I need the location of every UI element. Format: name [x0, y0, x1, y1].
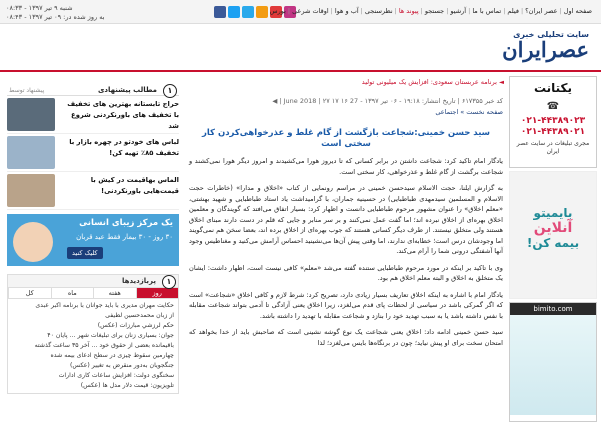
most-viewed-badge: ۱ — [162, 275, 176, 289]
most-viewed-item[interactable]: سخنگوی دولت: افزایش ساعات کاری ادارات — [58, 372, 174, 379]
breaking-news-ticker[interactable]: ◄ برنامه عربستان سعودی: افزایش یک میلیونی تولید — [361, 78, 504, 86]
article-title: سید حسن خمینی:شجاعت بازگشت از گام غلط و عذرخواهی‌کردن کار سختی است — [201, 128, 491, 149]
left-column — [7, 84, 179, 394]
banner-line-1: بایمیتو — [533, 206, 573, 220]
nav-item[interactable]: تماس با ما — [472, 7, 502, 15]
nav-separator: | — [360, 7, 363, 15]
most-viewed-item[interactable]: حکایت مهران مدیری با باید جوانان با برنامه اکبر عبدی — [35, 302, 174, 309]
nav-item[interactable]: جستجو — [424, 7, 445, 15]
article-paragraph: سید حسن خمینی ادامه داد: اخلاق یعنی شجاعت یک نوع گوشه نشینی است که صاحبش باید از خدا بخواهد که امتحان سخت برای او پیش نیاید؛ چون در برنگاه‌ها بايس می‌لغزد؛ لذا — [189, 328, 503, 347]
bimito-banner[interactable] — [509, 171, 597, 299]
current-date: شنبه ۹ تیر ۱۳۹۷ - ۰۸:۳۳ — [6, 4, 73, 12]
article-paragraph: وی با تاکید بر اینکه در مورد مرحوم طباطبایی ستنده گفته می‌شد «معلم» کافی نیست است، اظهار داشت: ایشان یک متخلق به اخلاق و البته معلم اخلاق هم بود. — [189, 263, 503, 282]
most-viewed-item[interactable]: از زبان محمدحسین لطیفی — [105, 312, 174, 319]
banner-line-3: بیمه کن! — [526, 236, 580, 250]
most-viewed-tabs — [8, 288, 178, 299]
nav-item[interactable]: عصر ایران؟ — [525, 7, 558, 15]
nav-item[interactable]: آب و هوا — [334, 7, 359, 15]
suggested-list — [7, 96, 179, 210]
most-viewed-item[interactable]: تلویزیون: قیمت دلار مدل ها (عکس) — [80, 382, 174, 389]
rss-icon[interactable] — [256, 6, 268, 18]
suggested-title: مطالب پیشنهادی — [98, 86, 157, 94]
nav-item[interactable]: صفحه اول — [563, 7, 592, 15]
nav-separator: | — [287, 7, 291, 15]
nav-separator: | — [468, 7, 471, 15]
most-viewed-title: پربازدیدها — [121, 277, 156, 285]
most-viewed-item[interactable]: جوان: بسیاری زنان برای تبلیغات شهر ... پایان ۴۰ — [47, 332, 174, 339]
suggested-item-title: لباس های خودتو در چهره بازار با تخفیف ۸۵٪ تهیه کن! — [69, 138, 179, 157]
facebook-icon[interactable] — [214, 6, 226, 18]
article-paragraph: یادگار امام با اشاره به اینکه اخلاق تعاریف بسیار زیادی دارد، تصریح کرد: شرط لازم و کافی اخلاق «شجاعت» است که اگر گمرکی باشد در سیاسی از لحظات پای قدم می‌لغزد، زیرا اخلاق یعنی آزادگی تا آدمی بتواند شجاعت مقابله با نفس داشته باشد یا به سبب تهدید خود را بنازد و شجاعت مقابله با تهدید را داشته باشد. — [189, 290, 503, 320]
suggested-thumbnail — [7, 98, 55, 131]
nav-separator: | — [503, 7, 506, 15]
yektanet-ad[interactable] — [509, 76, 597, 168]
suggested-item[interactable] — [7, 96, 179, 134]
promo-line-2: ۳۰ روز - ۳۰ بیمار فقط عید قربان — [76, 233, 173, 241]
nav-item[interactable]: آرشیو — [450, 7, 467, 15]
telegram-icon[interactable] — [242, 6, 254, 18]
suggested-item-title: الماس بهاقیمت در کیش با قیمت‌هایی باورنکردنی! — [90, 176, 179, 195]
suggested-item-title: حراج تابستانه بهترین های تخفیف با تخفیف های باورنکردنی شروع شد — [67, 100, 179, 130]
most-viewed-panel — [7, 274, 179, 394]
breadcrumb[interactable]: صفحه نخست » اجتماعی — [435, 108, 503, 116]
suggested-item[interactable] — [7, 172, 179, 210]
most-viewed-tab[interactable]: روز — [136, 288, 179, 298]
nav-item[interactable]: بورس — [269, 7, 286, 15]
nav-separator: | — [559, 7, 562, 15]
article-paragraph: به گزارش ایلنا، حجت الاسلام سیدحسن خمینی در مراسم رونمایی از کتاب «اخلاق و مدارا» (خاطرات حجت الاسلام و المسلمین سیدمهدی طباطبایی) در حسینیه جماران، با گرامیداشت یاد استاد طباطبایی و شهید بهشتی، «معلم اخلاق» را عنوان مشهور مرحوم طباطبایی دانست و اظهار کرد: بسیار اتفاق می‌افتد که گویندگان و معلمین اخلاق بهره‌ای از اخلاق نبرده اند؛ اما گفت عمل نمی‌کنند و بر سر منابر و جایی که قلم در دست دارند مبنای اخلاق هستند ولی متخلق نیستند. از طرف دیگر کسانی هستند که جوب بهره‌ای از اخلاق برده اند، بعضا سخن هم نمی‌گویند اما وجودشان درس است؛ خطابه‌ای ندارند، اما وقتی پیش آن‌ها می‌نشینید احساس آرامش می‌کنید و مغناطیس وجود آنها آشفتگی درونی شما را آرام می‌کند. — [189, 184, 503, 255]
site-name: عصرایران — [502, 37, 589, 62]
most-viewed-item[interactable]: باقیمانده بعضی از حقوق خود ... آخر ۳۵ ساعت گذشته — [34, 342, 174, 349]
nav-separator: | — [520, 7, 524, 15]
promo-image — [13, 222, 53, 262]
top-bar — [0, 0, 601, 24]
nav-item[interactable]: فیلم — [507, 7, 519, 15]
most-viewed-list — [8, 299, 178, 393]
article-paragraph: یادگار امام تاکید کرد: شجاعت داشتن در برابر کسانی که تا دیروز هورا می‌کشیدند و امروز دیگر هورا نمی‌کشند و شجاعت برگشت از گام غلط و عذرخواهی، کار سختی است. — [189, 157, 503, 176]
bimito-image — [510, 315, 596, 415]
promo-banner[interactable] — [7, 214, 179, 266]
promo-cta-button[interactable]: کلیک کنید — [67, 247, 103, 259]
nav-item[interactable]: پیوند ها — [398, 7, 419, 15]
site-tagline: سایت تحلیلی خبری — [513, 30, 589, 39]
article-meta: کد خبر ۶۱۷۳۵۵ | تاریخ انتشار: ۱۹:۱۸ - ۰۶ تیر ۱۳۹۷ - 27 June 2018 | ۲۷ ۱۷ ۱۶ | ◀ — [272, 97, 503, 105]
nav-item[interactable]: اوقات شرعی — [292, 7, 329, 15]
most-viewed-tab[interactable]: ماه — [51, 288, 94, 298]
top-navigation — [269, 7, 593, 15]
nav-separator: | — [330, 7, 333, 15]
bimito-url: bimito.com — [510, 303, 596, 315]
most-viewed-tab[interactable]: هفته — [93, 288, 136, 298]
phone-icon: ☎ — [546, 101, 560, 112]
nav-separator: | — [420, 7, 423, 15]
ad-phone-2: ۰۲۱-۴۴۳۸۹۰۲۱ — [520, 127, 586, 137]
nav-separator: | — [446, 7, 449, 15]
ad-phone-1: ۰۲۱-۴۴۳۸۹۰۲۳ — [520, 116, 586, 126]
ad-brand: یکتانت — [533, 81, 573, 95]
ad-footer: مجری تبلیغات در سایت عصر ایران — [516, 140, 590, 155]
suggested-thumbnail — [7, 136, 55, 169]
article — [189, 97, 503, 348]
most-viewed-tab[interactable]: کل — [8, 288, 51, 298]
most-viewed-item[interactable]: حکم لرزشي مبارزات (عکس) — [97, 322, 174, 329]
promo-line-1: یک مرکز زیبای انسانی — [79, 218, 173, 228]
suggested-header — [7, 84, 179, 96]
suggested-thumbnail — [7, 174, 55, 207]
most-viewed-item[interactable]: چهارمین سقوط چیزی در سطح ادعای بیمه شده — [50, 352, 174, 359]
twitter-icon[interactable] — [228, 6, 240, 18]
suggested-item[interactable] — [7, 134, 179, 172]
last-updated: به روز شده در: ۰۹ تیر ۱۳۹۷ - ۰۸:۴۳ — [6, 13, 105, 21]
suggested-badge: ۱ — [163, 84, 177, 98]
nav-separator: | — [394, 7, 397, 15]
most-viewed-item[interactable]: جنگجویان به‌دور منقرض به تغییر (عکس) — [70, 362, 174, 369]
most-viewed-header — [8, 275, 178, 288]
right-ad-column — [509, 76, 597, 425]
header-divider — [0, 70, 601, 72]
article-body — [189, 156, 503, 348]
nav-item[interactable]: نظرسنجی — [364, 7, 393, 15]
bimito-ad[interactable] — [509, 302, 597, 422]
site-logo[interactable] — [459, 30, 589, 65]
suggested-provider: پیشنهاد توسط — [9, 87, 45, 94]
banner-line-2: آنلاین — [533, 220, 573, 236]
